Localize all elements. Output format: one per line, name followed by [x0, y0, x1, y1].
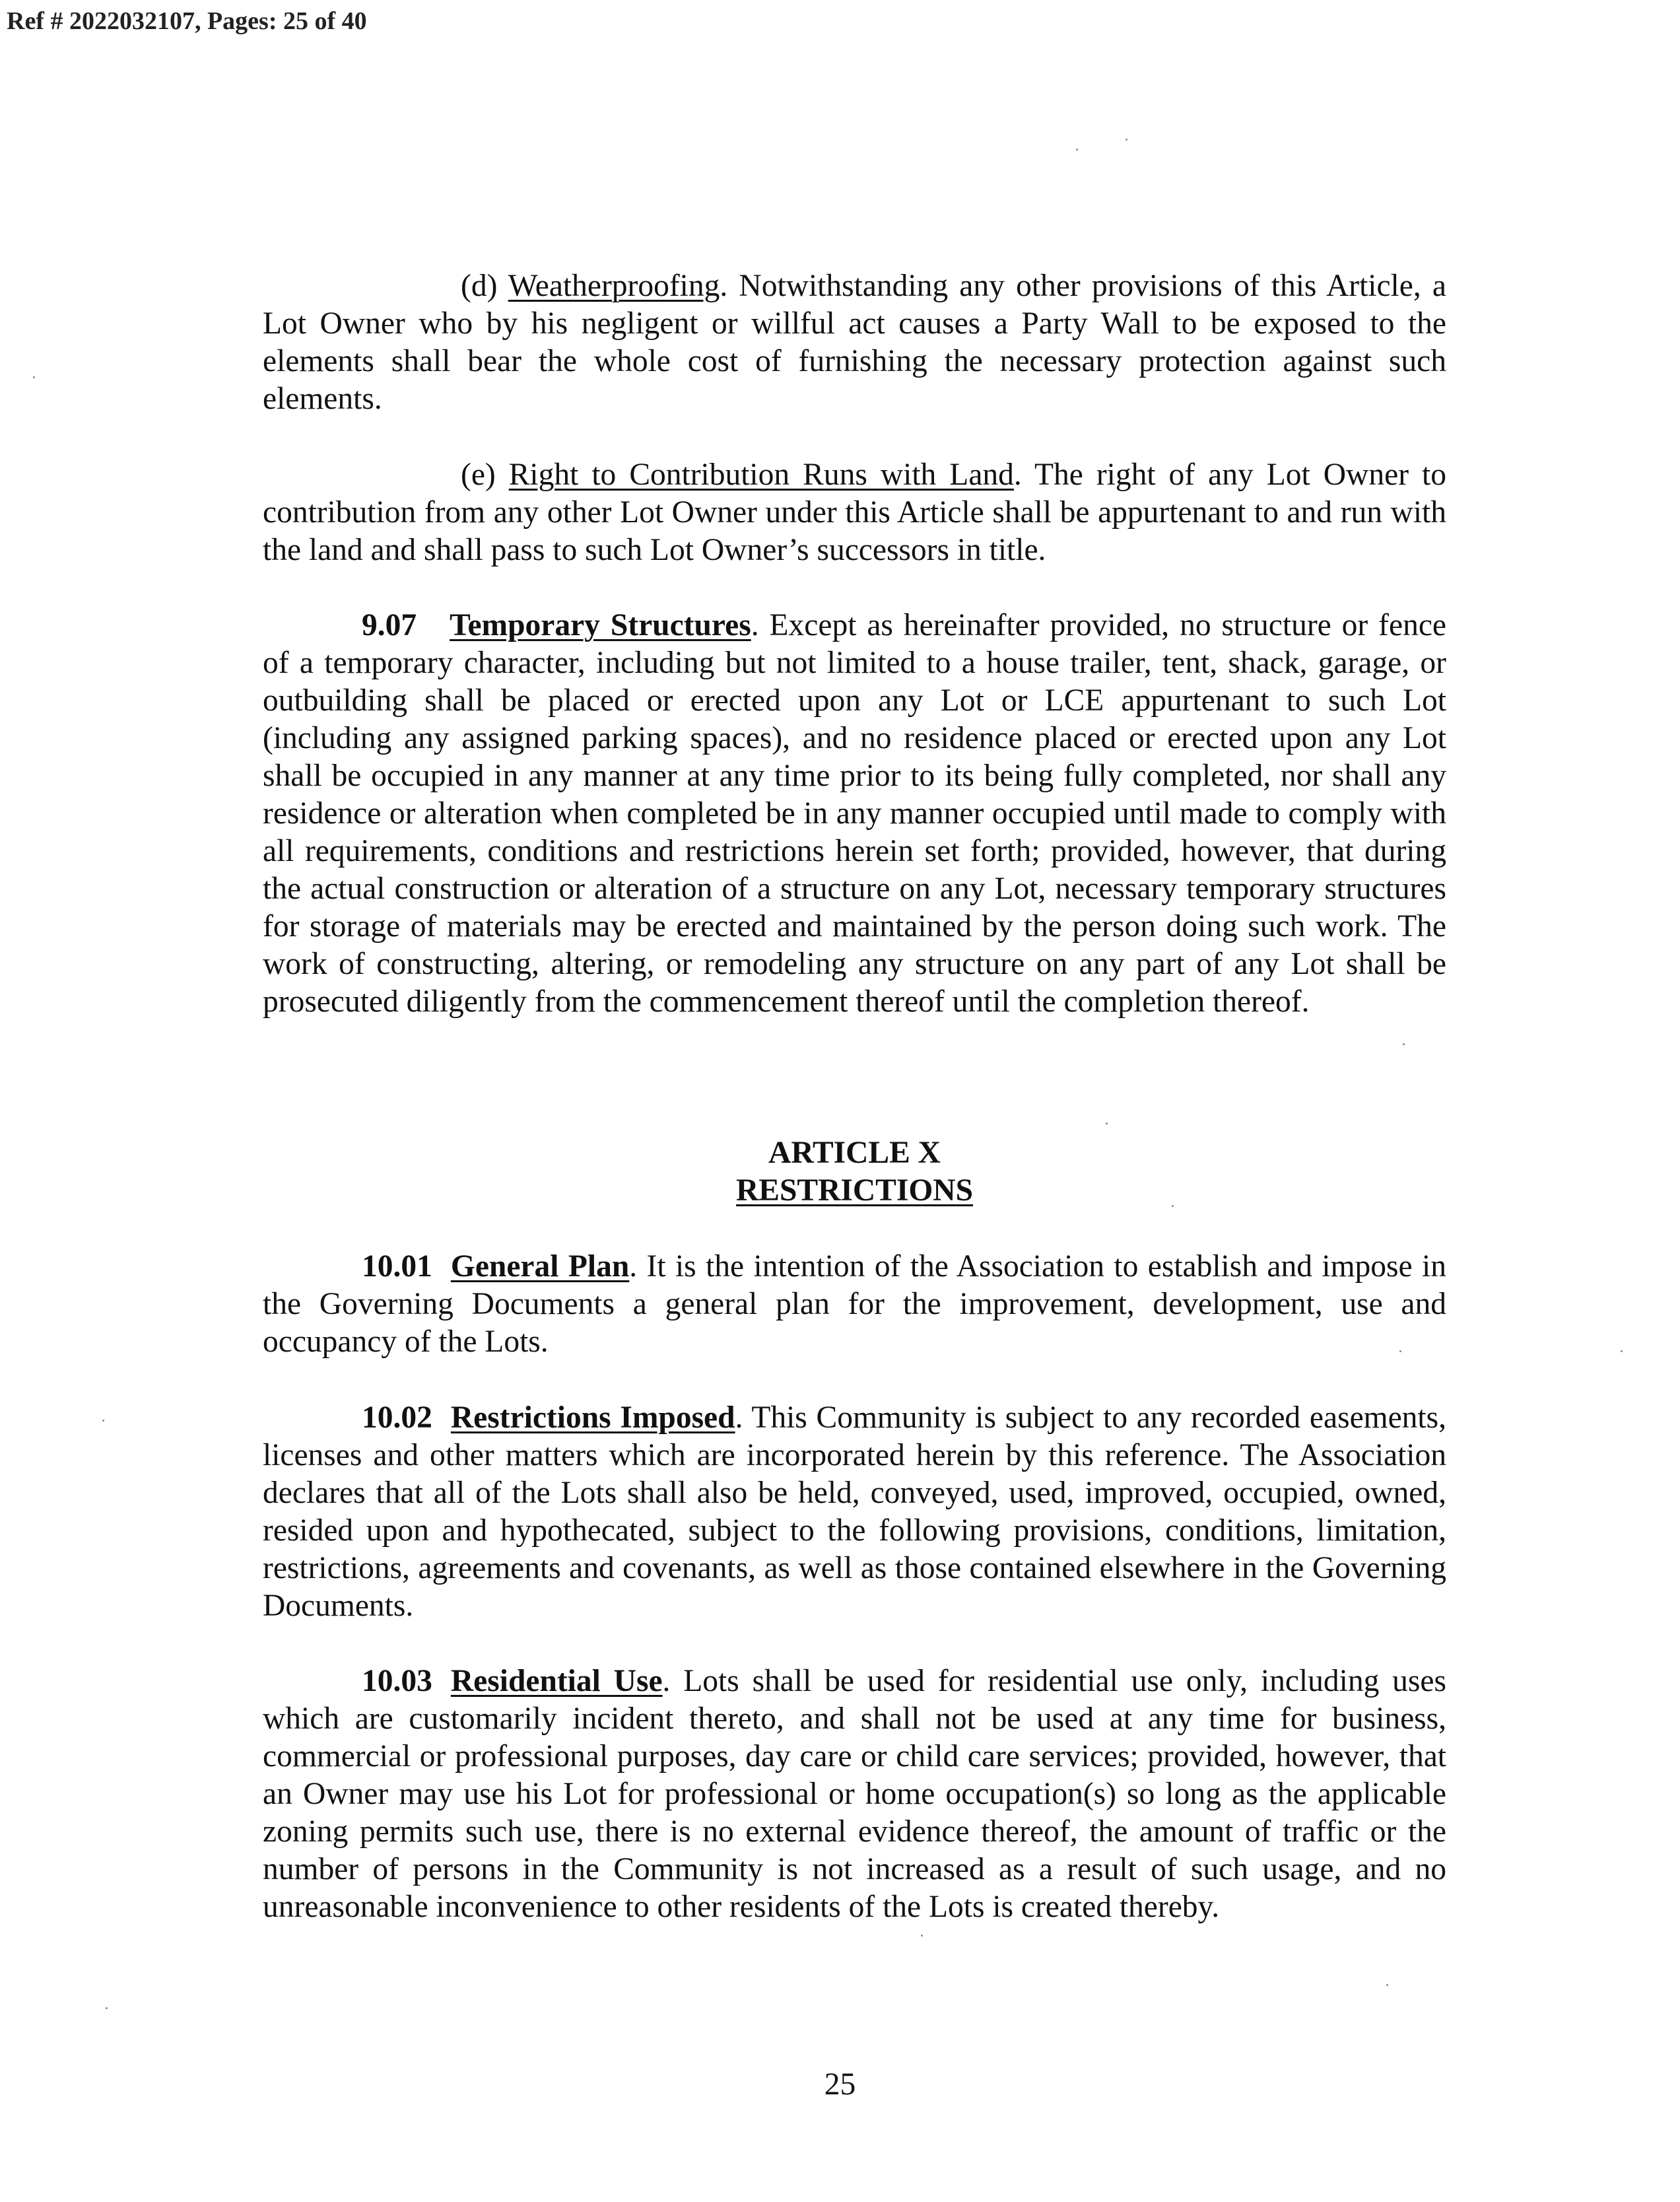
- paragraph-text: . The right of any Lot Owner to contribution from any other Lot Owner under this Article shall be appurtenant to and run with the land and shall pass to such Lot Owner’s successors in title.: [263, 458, 1446, 567]
- scan-speck: [102, 1420, 104, 1422]
- scan-speck: [921, 1935, 923, 1937]
- paragraph-label: (d): [461, 269, 498, 303]
- section-title: Temporary Structures: [450, 608, 751, 642]
- scan-speck: [1106, 1122, 1108, 1124]
- section-number: 10.03: [362, 1664, 432, 1698]
- section-title: Residential Use: [450, 1664, 663, 1698]
- paragraph-label: (e): [461, 458, 496, 492]
- article-subheading-text: RESTRICTIONS: [735, 1173, 973, 1208]
- page-number: 25: [824, 2067, 856, 2102]
- section-title: General Plan: [450, 1249, 630, 1284]
- scan-speck: [1403, 1043, 1405, 1045]
- section-number: 10.02: [362, 1400, 432, 1435]
- section-10-01: [263, 1248, 1446, 1361]
- paragraph-right-to-contribution: [263, 456, 1446, 569]
- paragraph-text: . Notwithstanding any other provisions of this Article, a Lot Owner who by his negligent or willful act causes a Party Wall to be exposed to the elements shall bear the whole cost of furnishing the necessary protection against such elements.: [263, 269, 1446, 416]
- section-number: 9.07: [362, 608, 417, 642]
- paragraph-weatherproofing: [263, 267, 1446, 418]
- section-10-03: [263, 1663, 1446, 1926]
- paragraph-title: Right to Contribution Runs with Land: [508, 458, 1014, 492]
- scan-speck: [1172, 1205, 1174, 1207]
- article-subheading: [263, 1172, 1446, 1210]
- scan-speck: [1076, 149, 1078, 151]
- section-9-07: [263, 607, 1446, 1021]
- scan-speck: [106, 2007, 108, 2009]
- section-text: . This Community is subject to any recorded easements, licenses and other matters which are incorporated herein by this reference. The Association declares that all of the Lots shall also be held, conveyed, used, improved, occupied, owned, resided upon and hypothecated, subject to the following provisions, conditions, limitation, restrictions, agreements and covenants, as well as those contained elsewhere in the Governing Documents.: [263, 1400, 1446, 1623]
- reference-header: Ref # 2022032107, Pages: 25 of 40: [7, 7, 367, 35]
- scan-speck: [1399, 1350, 1401, 1352]
- section-text: . It is the intention of the Association to establish and impose in the Governing Documents a general plan for the improvement, development, use and occupancy of the Lots.: [263, 1249, 1446, 1359]
- section-number: 10.01: [362, 1249, 432, 1284]
- paragraph-title: Weatherproofing: [508, 269, 720, 303]
- section-text: . Except as hereinafter provided, no structure or fence of a temporary character, including but not limited to a house trailer, tent, shack, garage, or outbuilding shall be placed or erected upon any Lot or LCE appurtenant to such Lot (including any assigned parking spaces), and no residence placed or erected upon any Lot shall be occupied in any manner at any time prior to its being fully completed, nor shall any residence or alteration when completed be in any manner occupied until made to comply with all requirements, conditions and restrictions herein set forth; provided, however, that during the actual construction or alteration of a structure on any Lot, necessary temporary structures for storage of materials may be erected and maintained by the person doing such work. The work of constructing, altering, or remodeling any structure on any part of any Lot shall be prosecuted diligently from the commencement thereof until the completion thereof.: [263, 608, 1446, 1019]
- section-text: . Lots shall be used for residential use only, including uses which are customarily incident thereto, and shall not be used at any time for business, commercial or professional purposes, day care or child care services; provided, however, that an Owner may use his Lot for professional or home occupation(s) so long as the applicable zoning permits such use, there is no external evidence thereof, the amount of traffic or the number of persons in the Community is not increased as a result of such usage, and no unreasonable inconvenience to other residents of the Lots is created thereby.: [263, 1664, 1446, 1924]
- scan-speck: [33, 376, 35, 378]
- scan-speck: [1126, 139, 1127, 141]
- section-title: Restrictions Imposed: [450, 1400, 735, 1435]
- article-heading: ARTICLE X: [768, 1136, 941, 1170]
- section-10-02: [263, 1399, 1446, 1625]
- scan-speck: [1621, 1350, 1623, 1352]
- scan-speck: [1386, 1984, 1388, 1986]
